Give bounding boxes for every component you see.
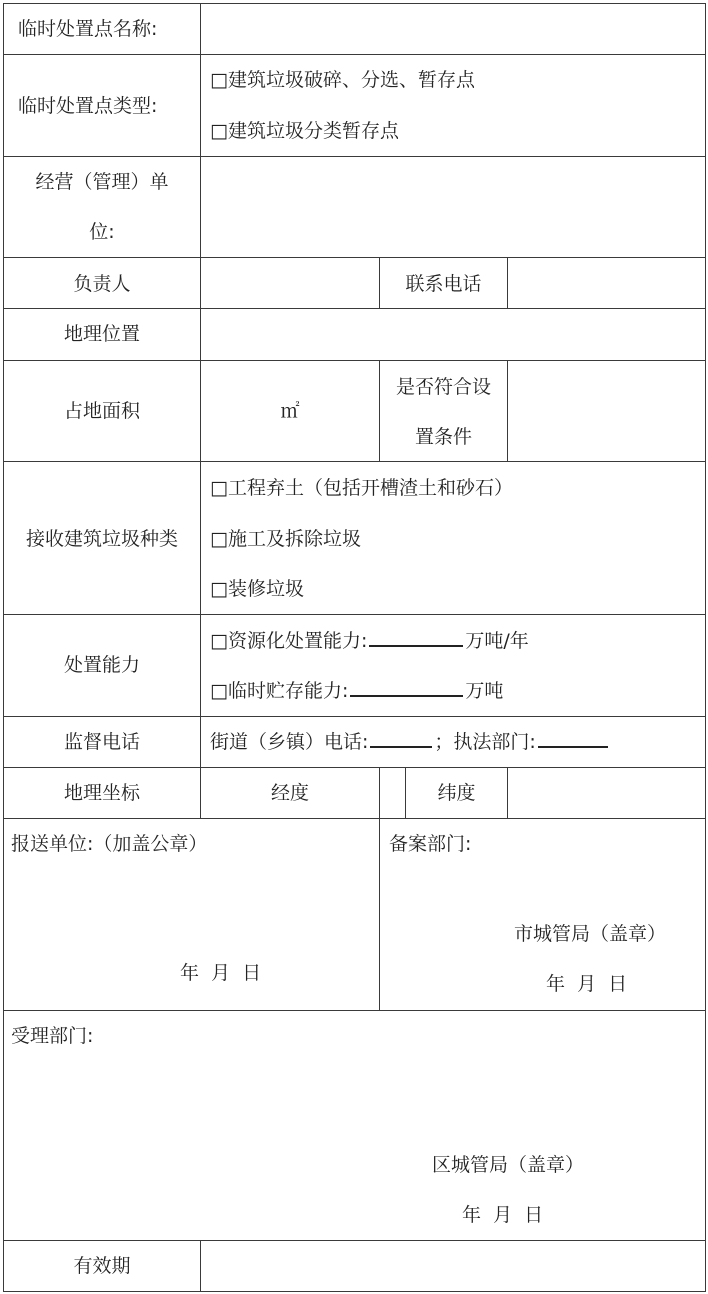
- accept-date: 年 月 日: [462, 1204, 544, 1226]
- table-border-right: [705, 3, 706, 1292]
- accept-stamp: 区城管局（盖章）: [432, 1154, 585, 1176]
- table-border-left: [3, 3, 4, 1292]
- capacity-line1-suffix: 万吨/年: [465, 630, 529, 652]
- capacity-line-1: [210, 629, 529, 653]
- accept-label: 受理部门:: [11, 1025, 94, 1047]
- col-divider-longitude: [379, 767, 380, 818]
- filing-stamp: 市城管局（盖章）: [514, 923, 667, 945]
- capacity-line-2: [210, 679, 503, 703]
- row-divider: [3, 461, 706, 462]
- person-label: 负责人: [73, 273, 131, 295]
- table-border-bottom: [3, 1291, 706, 1292]
- compliance-label-line2: 置条件: [414, 426, 472, 448]
- row-divider: [3, 1010, 706, 1011]
- location-label: 地理位置: [63, 323, 140, 345]
- capacity-line2-prefix: □临时贮存能力:: [210, 680, 349, 702]
- longitude-label: 经度: [270, 782, 309, 804]
- col-divider-latitude-value: [507, 767, 508, 818]
- waste-option-3[interactable]: □装修垃圾: [210, 578, 304, 600]
- capacity-label: 处置能力: [63, 654, 140, 676]
- dept-phone-blank[interactable]: [538, 730, 608, 748]
- compliance-label-line1: 是否符合设: [395, 376, 491, 398]
- supervision-label: 监督电话: [63, 731, 140, 753]
- operator-label-line2: 位:: [89, 221, 115, 243]
- capacity-line2-suffix: 万吨: [465, 680, 504, 702]
- waste-option-1[interactable]: □工程弃土（包括开槽渣土和砂石）: [210, 477, 513, 499]
- row-divider: [3, 257, 706, 258]
- filing-date: 年 月 日: [546, 973, 628, 995]
- row-divider: [3, 54, 706, 55]
- filing-label: 备案部门:: [389, 833, 472, 855]
- waste-option-2[interactable]: □施工及拆除垃圾: [210, 528, 361, 550]
- name-value-cell[interactable]: [201, 4, 705, 54]
- row-divider: [3, 767, 706, 768]
- type-option-2[interactable]: □建筑垃圾分类暂存点: [210, 120, 399, 142]
- capacity-line1-prefix: □资源化处置能力:: [210, 630, 368, 652]
- name-label: 临时处置点名称:: [18, 18, 158, 40]
- supervision-separator: ；: [434, 731, 454, 753]
- submit-date: 年 月 日: [180, 962, 262, 984]
- street-phone-blank[interactable]: [370, 730, 432, 748]
- waste-label: 接收建筑垃圾种类: [25, 528, 178, 550]
- validity-label: 有效期: [73, 1255, 131, 1277]
- capacity-blank-2[interactable]: [350, 679, 463, 697]
- coord-label: 地理坐标: [63, 782, 140, 804]
- submit-label: 报送单位:（加盖公章）: [11, 833, 208, 855]
- area-label: 占地面积: [63, 400, 140, 422]
- supervision-line: [210, 730, 610, 754]
- area-unit: ㎡: [280, 400, 300, 422]
- col-divider-compliance-value: [507, 360, 508, 461]
- col-divider-label: [200, 1240, 201, 1292]
- col-divider-phone-value: [507, 257, 508, 308]
- row-divider: [3, 308, 706, 309]
- row-divider: [3, 614, 706, 615]
- supervision-dept-label: 执法部门:: [453, 731, 536, 753]
- row-divider: [3, 716, 706, 717]
- col-divider-signature: [379, 818, 380, 1010]
- capacity-blank-1[interactable]: [369, 629, 463, 647]
- operator-label-line1: 经营（管理）单: [35, 171, 169, 193]
- latitude-label: 纬度: [437, 782, 476, 804]
- row-divider: [3, 360, 706, 361]
- type-option-1[interactable]: □建筑垃圾破碎、分选、暂存点: [210, 69, 475, 91]
- row-divider: [3, 818, 706, 819]
- row-divider: [3, 156, 706, 157]
- type-label: 临时处置点类型:: [18, 95, 158, 117]
- row-divider: [3, 1240, 706, 1241]
- supervision-street-label: 街道（乡镇）电话:: [210, 731, 369, 753]
- phone-label: 联系电话: [405, 273, 482, 295]
